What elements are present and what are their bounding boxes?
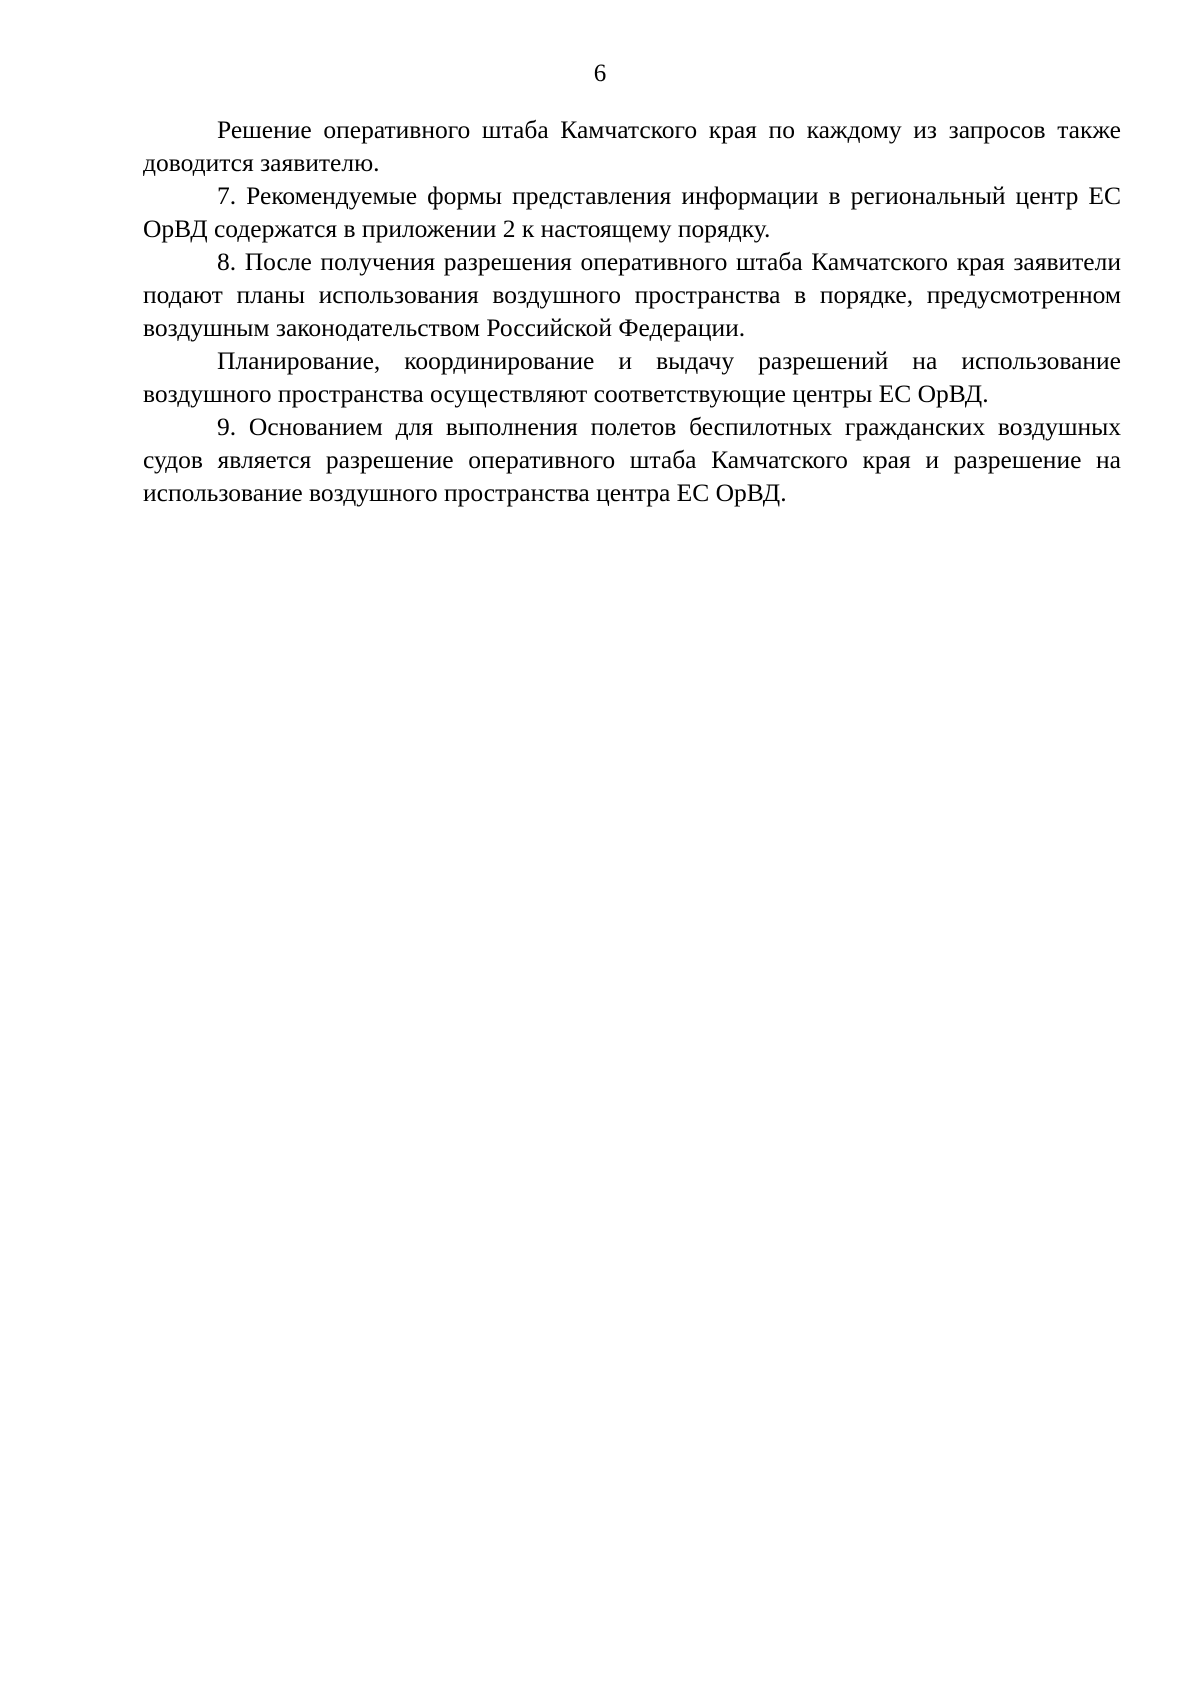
paragraph-item-8: 8. После получения разрешения оперативного штаба Камчатского края заявители подают планы использования воздушного пространства в порядке, предусмотренном воздушным законодательством Российской Федерации. bbox=[143, 247, 1121, 342]
paragraph-decision-notice: Решение оперативного штаба Камчатского края по каждому из запросов также доводится заявителю. bbox=[143, 115, 1121, 177]
page-number: 6 bbox=[593, 60, 607, 87]
paragraph-item-9: 9. Основанием для выполнения полетов беспилотных гражданских воздушных судов является разрешение оперативного штаба Камчатского края и разрешение на использование воздушного пространства центра ЕС ОрВД. bbox=[143, 412, 1121, 507]
paragraph-item-7: 7. Рекомендуемые формы представления информации в региональный центр ЕС ОрВД содержатся в приложении 2 к настоящему порядку. bbox=[143, 181, 1121, 243]
paragraph-planning: Планирование, координирование и выдачу разрешений на использование воздушного пространства осуществляют соответствующие центры ЕС ОрВД. bbox=[143, 346, 1121, 408]
document-body bbox=[143, 113, 1121, 509]
